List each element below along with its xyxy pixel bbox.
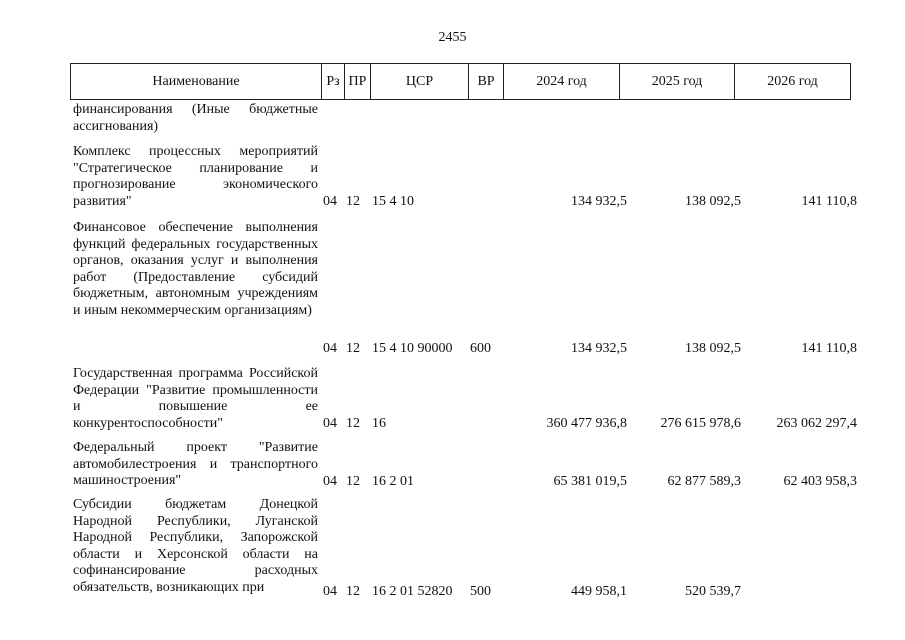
row-csr: 16 2 01 xyxy=(372,473,414,489)
row-name: Федеральный проект "Развитие автомобилестроения и транспортного машиностроения" xyxy=(73,440,318,488)
row-value-2024: 65 381 019,5 xyxy=(553,473,627,489)
table-row xyxy=(70,440,860,490)
row-value-2024: 134 932,5 xyxy=(571,340,627,356)
row-name: Субсидии бюджетам Донецкой Народной Республики, Луганской Народной Республики, Запорожской области и Херсонской области на софинансирование расходных обязательств, возникающих при xyxy=(73,497,318,595)
row-value-2024: 360 477 936,8 xyxy=(546,415,627,431)
row-value-2025: 62 877 589,3 xyxy=(667,473,741,489)
row-rz: 04 xyxy=(323,415,337,431)
row-value-2026: 263 062 297,4 xyxy=(776,415,857,431)
header-name: Наименование xyxy=(71,64,322,100)
row-csr: 16 xyxy=(372,415,386,431)
row-value-2025: 138 092,5 xyxy=(685,193,741,209)
row-value-2024: 449 958,1 xyxy=(571,583,627,599)
row-pr: 12 xyxy=(346,340,360,356)
header-csr: ЦСР xyxy=(371,64,469,100)
row-rz: 04 xyxy=(323,583,337,599)
row-csr: 16 2 01 52820 xyxy=(372,583,453,599)
row-vr: 500 xyxy=(470,583,491,599)
table-row xyxy=(70,144,860,210)
header-rz: Рз xyxy=(322,64,345,100)
row-rz: 04 xyxy=(323,193,337,209)
row-value-2026: 62 403 958,3 xyxy=(783,473,857,489)
table-header xyxy=(70,63,851,100)
table-row xyxy=(70,102,860,135)
row-name: Государственная программа Российской Федерации "Развитие промышленности и повышение ее конкурентоспособности" xyxy=(73,366,318,431)
page-number: 2455 xyxy=(438,30,467,45)
header-pr: ПР xyxy=(345,64,371,100)
header-vr: ВР xyxy=(469,64,504,100)
row-value-2024: 134 932,5 xyxy=(571,193,627,209)
row-value-2025: 138 092,5 xyxy=(685,340,741,356)
row-value-2026: 141 110,8 xyxy=(801,193,857,209)
row-csr: 15 4 10 xyxy=(372,193,414,209)
row-csr: 15 4 10 90000 xyxy=(372,340,453,356)
row-name: Финансовое обеспечение выполнения функций федеральных государственных органов, оказания услуг и выполнения работ (Предоставление субсидий бюджетным, автономным учреждениям и иным некоммерческим организациям) xyxy=(73,220,318,318)
row-rz: 04 xyxy=(323,340,337,356)
row-rz: 04 xyxy=(323,473,337,489)
row-name: финансирования (Иные бюджетные ассигнования) xyxy=(73,102,318,134)
header-year-2025: 2025 год xyxy=(620,64,735,100)
table-row xyxy=(70,220,860,357)
table-row xyxy=(70,497,860,600)
row-value-2025: 520 539,7 xyxy=(685,583,741,599)
row-name: Комплекс процессных мероприятий "Стратегическое планирование и прогнозирование экономического развития" xyxy=(73,144,318,209)
header-year-2024: 2024 год xyxy=(504,64,620,100)
row-vr: 600 xyxy=(470,340,491,356)
row-pr: 12 xyxy=(346,473,360,489)
row-value-2025: 276 615 978,6 xyxy=(660,415,741,431)
header-year-2026: 2026 год xyxy=(735,64,851,100)
row-value-2026: 141 110,8 xyxy=(801,340,857,356)
row-pr: 12 xyxy=(346,583,360,599)
row-pr: 12 xyxy=(346,193,360,209)
row-pr: 12 xyxy=(346,415,360,431)
table-row xyxy=(70,366,860,432)
